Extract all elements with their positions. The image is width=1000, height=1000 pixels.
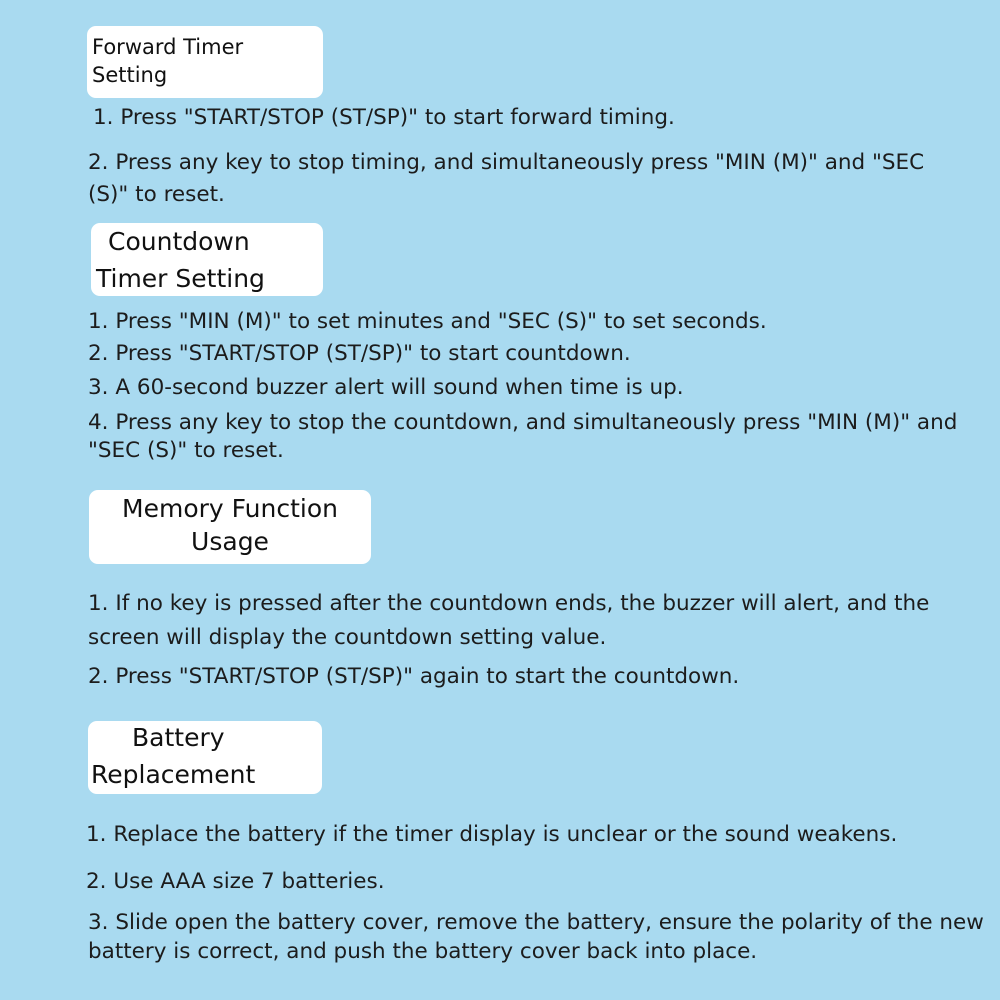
- memory-function-heading-box: [89, 490, 371, 564]
- memory-function-step-2: 2. Press "START/STOP (ST/SP)" again to start the countdown.: [88, 664, 740, 689]
- forward-timer-heading-box: [87, 26, 323, 98]
- memory-function-step-1: 1. If no key is pressed after the countdown ends, the buzzer will alert, and the screen will display the countdown setting value.: [88, 591, 930, 650]
- countdown-timer-step-4: 4. Press any key to stop the countdown, and simultaneously press "MIN (M)" and "SEC (S)" to reset.: [88, 410, 958, 463]
- battery-replacement-heading-line2: Replacement: [91, 760, 256, 789]
- battery-replacement-step-2: 2. Use AAA size 7 batteries.: [86, 869, 385, 894]
- battery-replacement-step-1: 1. Replace the battery if the timer display is unclear or the sound weakens.: [86, 822, 898, 847]
- countdown-timer-heading-box: [91, 223, 323, 296]
- memory-function-heading-line1: Memory Function: [122, 494, 338, 523]
- countdown-timer-step-3: 3. A 60-second buzzer alert will sound when time is up.: [88, 375, 684, 400]
- forward-timer-step-1: 1. Press "START/STOP (ST/SP)" to start forward timing.: [93, 105, 675, 130]
- countdown-timer-heading-line1: Countdown: [108, 227, 250, 256]
- countdown-timer-heading-line2: Timer Setting: [96, 264, 265, 293]
- countdown-timer-step-1: 1. Press "MIN (M)" to set minutes and "SEC (S)" to set seconds.: [88, 309, 767, 334]
- battery-replacement-heading-box: [88, 721, 322, 794]
- battery-replacement-step-3: 3. Slide open the battery cover, remove the battery, ensure the polarity of the new battery is correct, and push the battery cover back into place.: [88, 910, 984, 964]
- memory-function-heading-line2: Usage: [191, 527, 269, 556]
- countdown-timer-step-2: 2. Press "START/STOP (ST/SP)" to start countdown.: [88, 341, 631, 366]
- forward-timer-heading-line2: Setting: [92, 63, 168, 87]
- forward-timer-heading-line1: Forward Timer: [92, 35, 244, 59]
- forward-timer-step-2: 2. Press any key to stop timing, and simultaneously press "MIN (M)" and "SEC (S)" to reset.: [88, 150, 925, 207]
- battery-replacement-heading-line1: Battery: [132, 723, 225, 752]
